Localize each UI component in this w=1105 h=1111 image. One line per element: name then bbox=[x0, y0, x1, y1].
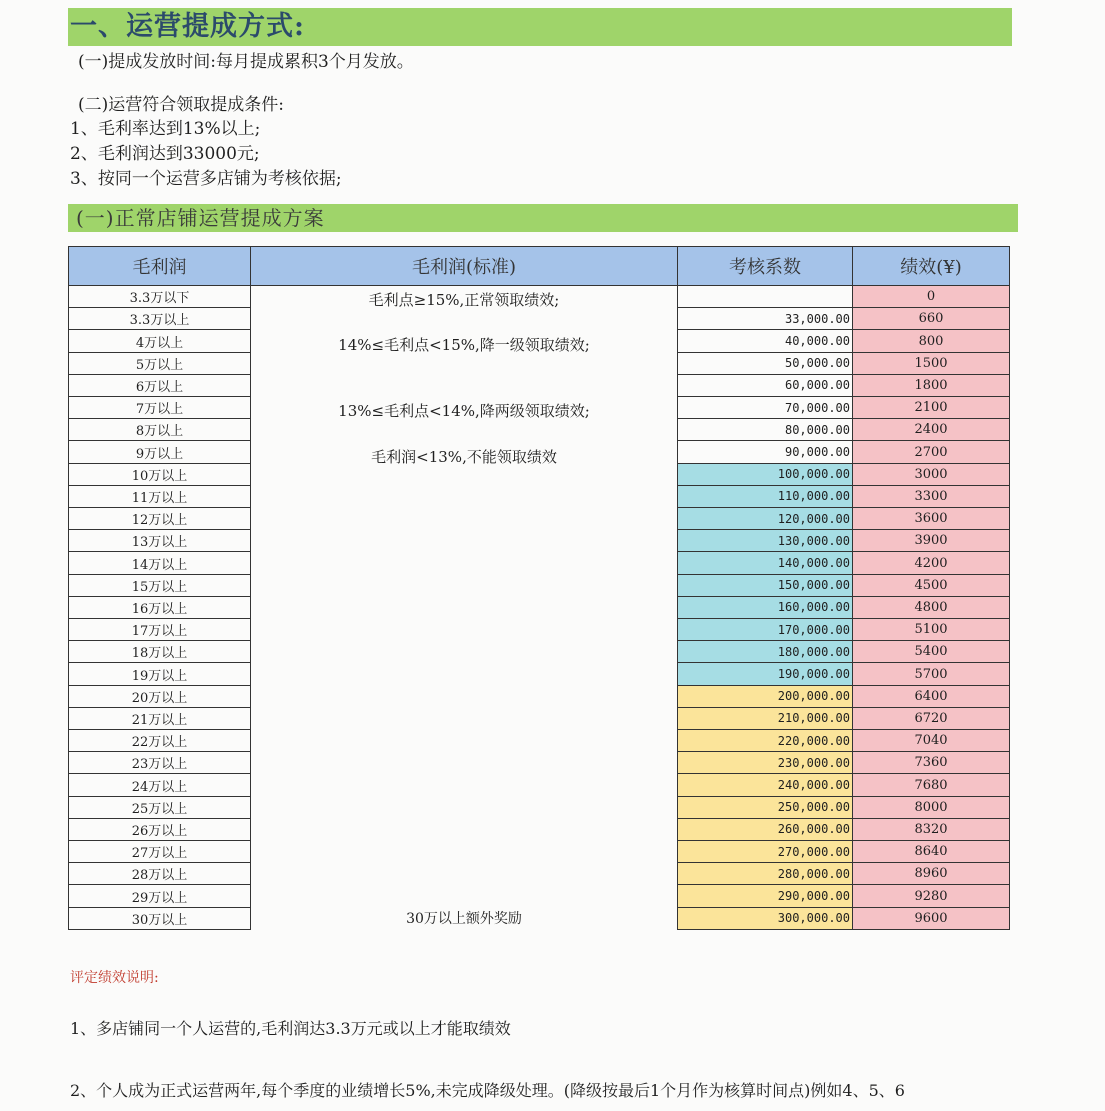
section-title: 一、运营提成方式: bbox=[70, 11, 305, 42]
performance-cell: 8320 bbox=[853, 818, 1010, 840]
performance-cell: 4800 bbox=[853, 596, 1010, 618]
notes-title: 评定绩效说明: bbox=[70, 970, 159, 986]
profit-range-cell: 10万以上 bbox=[69, 463, 251, 485]
coefficient-cell: 170,000.00 bbox=[678, 619, 853, 641]
coefficient-cell: 160,000.00 bbox=[678, 596, 853, 618]
performance-cell: 0 bbox=[853, 286, 1010, 308]
performance-cell: 3300 bbox=[853, 485, 1010, 507]
header-standard: 毛利润(标准) bbox=[251, 247, 678, 286]
commission-table bbox=[68, 246, 1010, 930]
profit-range-cell: 3.3万以上 bbox=[69, 308, 251, 330]
profit-range-cell: 6万以上 bbox=[69, 374, 251, 396]
profit-range-cell: 5万以上 bbox=[69, 352, 251, 374]
performance-cell: 1800 bbox=[853, 374, 1010, 396]
subsection-title: (一)正常店铺运营提成方案 bbox=[76, 206, 325, 230]
performance-cell: 660 bbox=[853, 308, 1010, 330]
performance-cell: 3000 bbox=[853, 463, 1010, 485]
standard-rule: 毛利润<13%,不能领取绩效 bbox=[371, 448, 557, 466]
header-profit: 毛利润 bbox=[69, 247, 251, 286]
performance-cell: 7360 bbox=[853, 752, 1010, 774]
coefficient-cell: 70,000.00 bbox=[678, 397, 853, 419]
coefficient-cell: 210,000.00 bbox=[678, 707, 853, 729]
performance-cell: 2400 bbox=[853, 419, 1010, 441]
coefficient-cell: 120,000.00 bbox=[678, 508, 853, 530]
coefficient-cell: 270,000.00 bbox=[678, 841, 853, 863]
profit-range-cell: 24万以上 bbox=[69, 774, 251, 796]
profit-range-cell: 14万以上 bbox=[69, 552, 251, 574]
condition-item: 3、按同一个运营多店铺为考核依据; bbox=[70, 169, 342, 189]
section-title-banner bbox=[68, 8, 1012, 46]
conditions-title: (二)运营符合领取提成条件: bbox=[78, 95, 284, 115]
coefficient-cell: 180,000.00 bbox=[678, 641, 853, 663]
profit-range-cell: 29万以上 bbox=[69, 885, 251, 907]
profit-range-cell: 13万以上 bbox=[69, 530, 251, 552]
profit-range-cell: 23万以上 bbox=[69, 752, 251, 774]
coefficient-cell: 290,000.00 bbox=[678, 885, 853, 907]
subsection-title-banner bbox=[68, 204, 1018, 232]
profit-range-cell: 22万以上 bbox=[69, 730, 251, 752]
coefficient-cell: 100,000.00 bbox=[678, 463, 853, 485]
coefficient-cell: 230,000.00 bbox=[678, 752, 853, 774]
profit-range-cell: 26万以上 bbox=[69, 818, 251, 840]
performance-cell: 4500 bbox=[853, 574, 1010, 596]
performance-cell: 7680 bbox=[853, 774, 1010, 796]
coefficient-cell: 80,000.00 bbox=[678, 419, 853, 441]
performance-cell: 2100 bbox=[853, 397, 1010, 419]
performance-cell: 6720 bbox=[853, 707, 1010, 729]
table-row bbox=[69, 286, 1010, 308]
note-item: 2、个人成为正式运营两年,每个季度的业绩增长5%,未完成降级处理。(降级按最后1个月作为核算时间点)例如4、5、6 bbox=[70, 1081, 905, 1100]
standard-rule: 13%≤毛利点<14%,降两级领取绩效; bbox=[338, 402, 590, 420]
profit-range-cell: 8万以上 bbox=[69, 419, 251, 441]
performance-cell: 3900 bbox=[853, 530, 1010, 552]
performance-cell: 5400 bbox=[853, 641, 1010, 663]
performance-cell: 7040 bbox=[853, 730, 1010, 752]
header-coefficient: 考核系数 bbox=[678, 247, 853, 286]
condition-item: 2、毛利润达到33000元; bbox=[70, 144, 260, 164]
performance-cell: 3600 bbox=[853, 508, 1010, 530]
performance-cell: 9280 bbox=[853, 885, 1010, 907]
profit-range-cell: 3.3万以下 bbox=[69, 286, 251, 308]
coefficient-cell: 200,000.00 bbox=[678, 685, 853, 707]
coefficient-cell: 250,000.00 bbox=[678, 796, 853, 818]
profit-range-cell: 27万以上 bbox=[69, 841, 251, 863]
coefficient-cell bbox=[678, 286, 853, 308]
performance-cell: 1500 bbox=[853, 352, 1010, 374]
coefficient-cell: 150,000.00 bbox=[678, 574, 853, 596]
performance-cell: 2700 bbox=[853, 441, 1010, 463]
profit-range-cell: 18万以上 bbox=[69, 641, 251, 663]
header-performance: 绩效(¥) bbox=[853, 247, 1010, 286]
coefficient-cell: 40,000.00 bbox=[678, 330, 853, 352]
coefficient-cell: 50,000.00 bbox=[678, 352, 853, 374]
performance-cell: 8640 bbox=[853, 841, 1010, 863]
standard-cell bbox=[251, 286, 678, 930]
coefficient-cell: 280,000.00 bbox=[678, 863, 853, 885]
coefficient-cell: 110,000.00 bbox=[678, 485, 853, 507]
profit-range-cell: 28万以上 bbox=[69, 863, 251, 885]
profit-range-cell: 17万以上 bbox=[69, 619, 251, 641]
performance-cell: 8960 bbox=[853, 863, 1010, 885]
profit-range-cell: 11万以上 bbox=[69, 485, 251, 507]
performance-cell: 800 bbox=[853, 330, 1010, 352]
standard-rule: 14%≤毛利点<15%,降一级领取绩效; bbox=[338, 336, 590, 354]
profit-range-cell: 9万以上 bbox=[69, 441, 251, 463]
coefficient-cell: 190,000.00 bbox=[678, 663, 853, 685]
performance-cell: 5700 bbox=[853, 663, 1010, 685]
profit-range-cell: 16万以上 bbox=[69, 596, 251, 618]
note-item: 1、多店铺同一个人运营的,毛利润达3.3万元或以上才能取绩效 bbox=[70, 1019, 511, 1038]
table-body bbox=[69, 286, 1010, 930]
condition-item: 1、毛利率达到13%以上; bbox=[70, 119, 261, 139]
coefficient-cell: 130,000.00 bbox=[678, 530, 853, 552]
profit-range-cell: 25万以上 bbox=[69, 796, 251, 818]
profit-range-cell: 21万以上 bbox=[69, 707, 251, 729]
performance-cell: 8000 bbox=[853, 796, 1010, 818]
coefficient-cell: 260,000.00 bbox=[678, 818, 853, 840]
profit-range-cell: 30万以上 bbox=[69, 907, 251, 930]
performance-cell: 5100 bbox=[853, 619, 1010, 641]
coefficient-cell: 220,000.00 bbox=[678, 730, 853, 752]
bonus-note: 30万以上额外奖励 bbox=[406, 910, 522, 927]
coefficient-cell: 300,000.00 bbox=[678, 907, 853, 930]
profit-range-cell: 15万以上 bbox=[69, 574, 251, 596]
performance-cell: 4200 bbox=[853, 552, 1010, 574]
performance-cell: 6400 bbox=[853, 685, 1010, 707]
coefficient-cell: 90,000.00 bbox=[678, 441, 853, 463]
standard-rule: 毛利点≥15%,正常领取绩效; bbox=[368, 291, 560, 309]
profit-range-cell: 4万以上 bbox=[69, 330, 251, 352]
pay-time-text: (一)提成发放时间:每月提成累积3个月发放。 bbox=[78, 52, 414, 72]
coefficient-cell: 60,000.00 bbox=[678, 374, 853, 396]
table-header-row bbox=[69, 247, 1010, 286]
profit-range-cell: 12万以上 bbox=[69, 508, 251, 530]
coefficient-cell: 33,000.00 bbox=[678, 308, 853, 330]
profit-range-cell: 19万以上 bbox=[69, 663, 251, 685]
profit-range-cell: 7万以上 bbox=[69, 397, 251, 419]
profit-range-cell: 20万以上 bbox=[69, 685, 251, 707]
performance-cell: 9600 bbox=[853, 907, 1010, 930]
coefficient-cell: 240,000.00 bbox=[678, 774, 853, 796]
coefficient-cell: 140,000.00 bbox=[678, 552, 853, 574]
